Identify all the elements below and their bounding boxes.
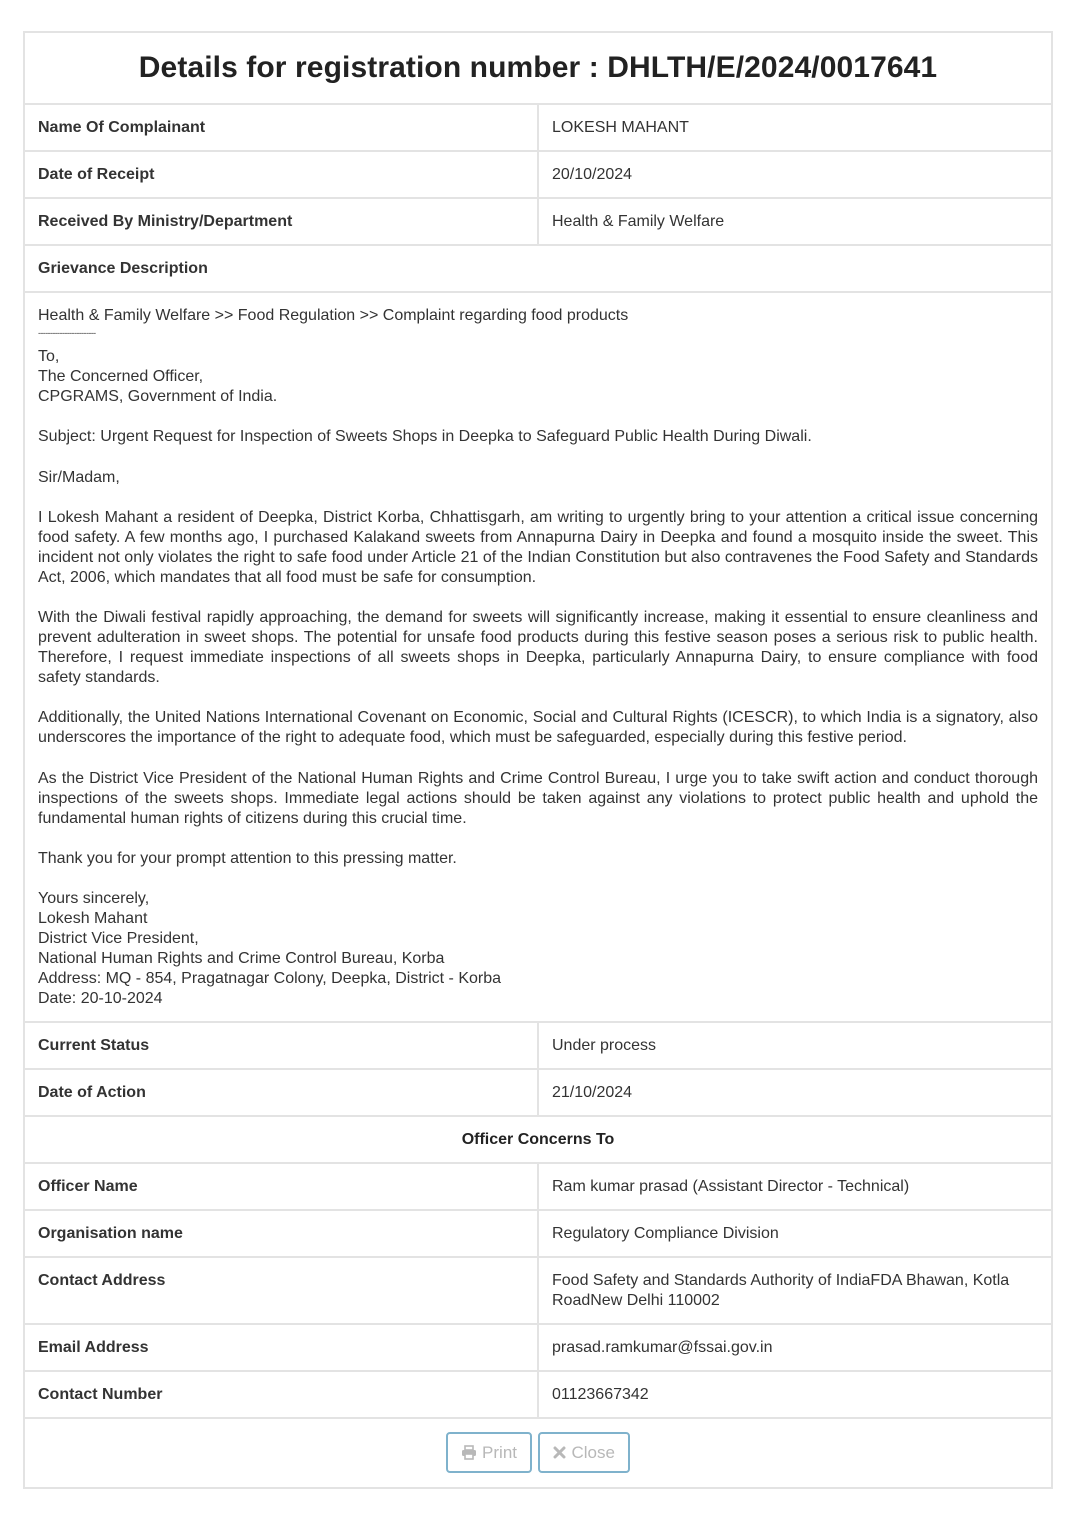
organisation-value: Regulatory Compliance Division	[538, 1210, 1052, 1257]
table-row-complainant-name	[24, 104, 1052, 151]
action-buttons	[24, 1418, 1052, 1488]
date-of-action-value: 21/10/2024	[538, 1069, 1052, 1116]
letter-paragraph: With the Diwali festival rapidly approaching, the demand for sweets will significantly increase, making it essential to ensure cleanliness and prevent adulteration in sweet shops. The potential for unsafe food products during this festive season poses a serious risk to public health. Therefore, I request immediate inspections of all sweets shops in Deepka, particularly Annapurna Dairy, to ensure compliance with food safety standards.	[38, 609, 1038, 687]
action-buttons-row	[24, 1418, 1052, 1488]
letter-paragraph: As the District Vice President of the National Human Rights and Crime Control Bureau, I urge you to take swift action and conduct thorough inspections of the sweets shops. Immediate legal actions should be taken against any violations to protect public health and uphold the fundamental human rights of citizens during this crucial time.	[38, 769, 1038, 827]
separator-line: ------------------------	[38, 328, 96, 338]
email-value: prasad.ramkumar@fssai.gov.in	[538, 1324, 1052, 1371]
officer-name-label: Officer Name	[24, 1163, 538, 1210]
current-status-value: Under process	[538, 1022, 1052, 1069]
table-row-organisation	[24, 1210, 1052, 1257]
print-button[interactable]	[446, 1432, 532, 1473]
grievance-category-path: Health & Family Welfare >> Food Regulation >> Complaint regarding food products	[38, 307, 629, 324]
signature-line: Lokesh Mahant	[38, 910, 148, 928]
date-of-receipt-label: Date of Receipt	[24, 151, 538, 198]
close-x-icon	[553, 1446, 566, 1459]
signature-line: District Vice President,	[38, 930, 199, 948]
date-of-action-label: Date of Action	[24, 1069, 538, 1116]
date-of-receipt-value: 20/10/2024	[538, 151, 1052, 198]
close-button-label: Close	[571, 1442, 615, 1462]
table-row-officer-name	[24, 1163, 1052, 1210]
table-row-ministry	[24, 198, 1052, 245]
grievance-description-label: Grievance Description	[24, 245, 1052, 292]
address-line: CPGRAMS, Government of India.	[38, 388, 278, 405]
page-title: Details for registration number : DHLTH/E/2024/0017641	[24, 32, 1052, 104]
signature-line: Date: 20-10-2024	[38, 990, 163, 1008]
officer-name-value: Ram kumar prasad (Assistant Director - Technical)	[538, 1163, 1052, 1210]
ministry-label: Received By Ministry/Department	[24, 198, 538, 245]
close-button[interactable]	[538, 1432, 629, 1473]
recipient-address	[38, 347, 1038, 407]
letter-paragraph: Thank you for your prompt attention to this pressing matter.	[38, 850, 457, 868]
address-line: To,	[38, 348, 60, 365]
complainant-name-value: LOKESH MAHANT	[538, 104, 1052, 151]
contact-address-value: Food Safety and Standards Authority of IndiaFDA Bhawan, Kotla RoadNew Delhi 110002	[538, 1257, 1052, 1324]
printer-icon	[461, 1445, 477, 1460]
contact-number-label: Contact Number	[24, 1371, 538, 1418]
table-row-grievance-heading	[24, 245, 1052, 292]
grievance-details-panel	[23, 31, 1053, 1489]
complainant-name-label: Name Of Complainant	[24, 104, 538, 151]
letter-subject: Subject: Urgent Request for Inspection of Sweets Shops in Deepka to Safeguard Public Health During Diwali.	[38, 428, 812, 446]
address-line: The Concerned Officer,	[38, 368, 204, 385]
officer-section-header	[24, 1116, 1052, 1163]
table-row-contact-number	[24, 1371, 1052, 1418]
officer-section-title: Officer Concerns To	[24, 1116, 1052, 1163]
organisation-label: Organisation name	[24, 1210, 538, 1257]
title-row	[24, 32, 1052, 104]
table-row-date-of-receipt	[24, 151, 1052, 198]
grievance-description-text	[24, 292, 1052, 1022]
letter-paragraph: I Lokesh Mahant a resident of Deepka, District Korba, Chhattisgarh, am writing to urgently bring to your attention a critical issue concerning food safety. A few months ago, I purchased Kalakand sweets from Annapurna Dairy in Deepka and found a mosquito inside the sweet. This incident not only violates the right to safe food under Article 21 of the Indian Constitution but also contravenes the Food Safety and Standards Act, 2006, which mandates that all food must be safe for consumption.	[38, 508, 1038, 586]
ministry-value: Health & Family Welfare	[538, 198, 1052, 245]
contact-address-label: Contact Address	[24, 1257, 538, 1324]
letter-salutation: Sir/Madam,	[38, 468, 120, 486]
table-row-current-status	[24, 1022, 1052, 1069]
signature-line: Yours sincerely,	[38, 890, 150, 908]
table-row-email	[24, 1324, 1052, 1371]
signature-line: Address: MQ - 854, Pragatnagar Colony, Deepka, District - Korba	[38, 970, 502, 988]
table-row-grievance-text	[24, 292, 1052, 1022]
signature-line: National Human Rights and Crime Control Bureau, Korba	[38, 950, 445, 968]
print-button-label: Print	[482, 1442, 518, 1462]
current-status-label: Current Status	[24, 1022, 538, 1069]
table-row-contact-address	[24, 1257, 1052, 1324]
letter-signature	[38, 889, 1038, 1009]
contact-number-value: 01123667342	[538, 1371, 1052, 1418]
letter-paragraph: Additionally, the United Nations International Covenant on Economic, Social and Cultural Rights (ICESCR), to which India is a signatory, also underscores the importance of the right to adequate food, which must be safeguarded, especially during this festive period.	[38, 709, 1038, 747]
grievance-details-table	[23, 31, 1053, 1489]
table-row-date-of-action	[24, 1069, 1052, 1116]
email-label: Email Address	[24, 1324, 538, 1371]
